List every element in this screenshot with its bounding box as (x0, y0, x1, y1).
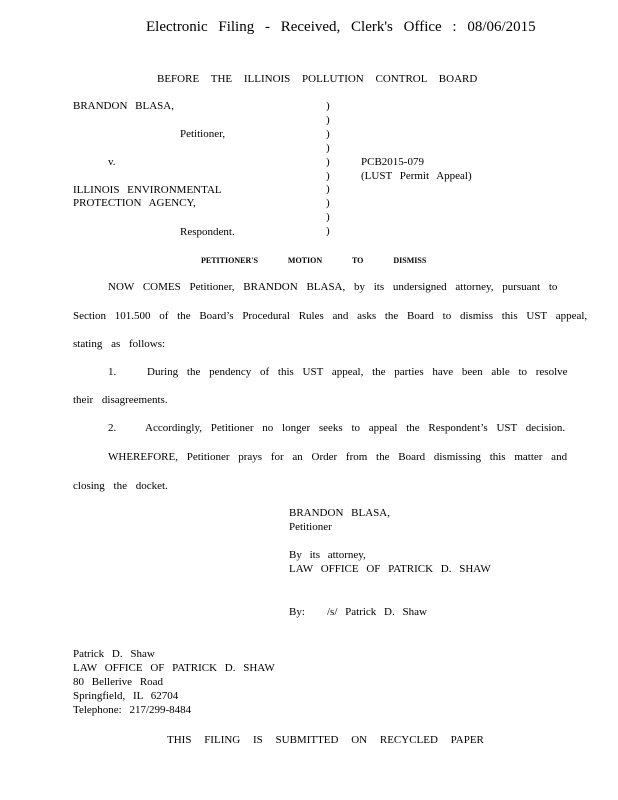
item-1-line-1: During the pendency of this UST appeal, the parties have been able to resolve (147, 366, 568, 378)
respondent-name-line1: ILLINOIS ENVIRONMENTAL (73, 184, 222, 196)
recycled-paper-notice: THIS FILING IS SUBMITTED ON RECYCLED PAPER (167, 734, 484, 746)
caption-paren: ) (326, 183, 330, 196)
electronic-signature: /s/ Patrick D. Shaw (327, 606, 427, 618)
contact-name: Patrick D. Shaw (73, 648, 155, 660)
petitioner-name: BRANDON BLASA, (73, 100, 174, 112)
contact-city: Springfield, IL 62704 (73, 690, 179, 702)
wherefore-line-1: WHEREFORE, Petitioner prays for an Order from the Board dismissing this matter and (108, 451, 568, 463)
contact-firm: LAW OFFICE OF PATRICK D. SHAW (73, 662, 275, 674)
wherefore-line-2: closing the docket. (73, 480, 168, 492)
motion-title: PETITIONER'S MOTION TO DISMISS (201, 256, 427, 265)
intro-line-2: Section 101.500 of the Board’s Procedural Rules and asks the Board to dismiss this UST appeal, (73, 310, 588, 322)
caption-parentheses (326, 100, 334, 239)
signature-by-attorney: By its attorney, (289, 549, 366, 561)
caption-paren: ) (326, 169, 330, 182)
item-1-number: 1. (108, 366, 117, 378)
item-1-line-2: their disagreements. (73, 394, 168, 406)
item-2-line-1: Accordingly, Petitioner no longer seeks to appeal the Respondent’s UST decision. (145, 422, 566, 434)
caption-paren: ) (326, 113, 330, 126)
caption-paren: ) (326, 211, 330, 224)
contact-telephone: Telephone: 217/299-8484 (73, 704, 192, 716)
intro-line-1: NOW COMES Petitioner, BRANDON BLASA, by its undersigned attorney, pursuant to (108, 281, 558, 293)
item-2-number: 2. (108, 422, 117, 434)
filing-stamp: Electronic Filing - Received, Clerk's Office : 08/06/2015 (146, 19, 536, 35)
case-number: PCB2015-079 (361, 156, 424, 168)
petitioner-role: Petitioner, (180, 128, 226, 140)
caption-paren: ) (326, 127, 330, 140)
court-title: BEFORE THE ILLINOIS POLLUTION CONTROL BOARD (157, 73, 478, 85)
caption-paren: ) (326, 100, 330, 112)
contact-street: 80 Bellerive Road (73, 676, 164, 688)
signature-name: BRANDON BLASA, (289, 507, 390, 519)
signature-by-label: By: (289, 606, 305, 618)
caption-paren: ) (326, 155, 330, 168)
intro-line-3: stating as follows: (73, 338, 166, 350)
respondent-name-line2: PROTECTION AGENCY, (73, 197, 196, 209)
caption-paren: ) (326, 197, 330, 210)
signature-firm: LAW OFFICE OF PATRICK D. SHAW (289, 563, 491, 575)
signature-role: Petitioner (289, 521, 332, 533)
versus-label: v. (108, 156, 116, 168)
caption-paren: ) (326, 225, 330, 238)
case-type: (LUST Permit Appeal) (361, 170, 472, 182)
caption-paren: ) (326, 141, 330, 154)
respondent-role: Respondent. (180, 226, 235, 238)
